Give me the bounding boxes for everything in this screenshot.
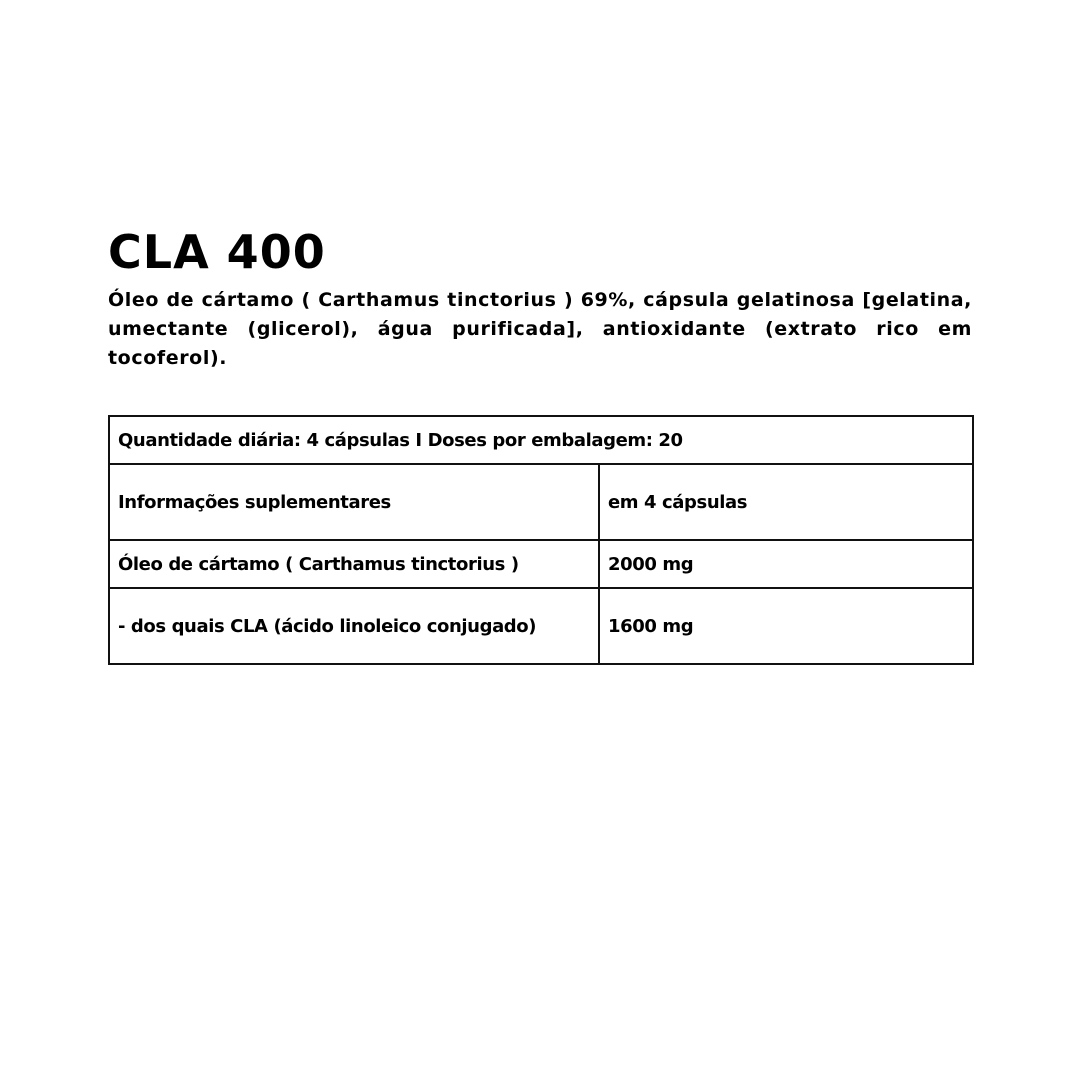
table-row <box>109 464 973 540</box>
nutrient-value: 1600 mg <box>599 588 973 664</box>
table-header-row <box>109 416 973 464</box>
product-info <box>108 224 972 373</box>
nutrient-value: 2000 mg <box>599 540 973 588</box>
product-title: CLA 400 <box>108 225 326 279</box>
nutrition-table <box>108 415 974 665</box>
table-row <box>109 540 973 588</box>
ingredients-text: Óleo de cártamo ( Carthamus tinctorius ) 69%, cápsula gelatinosa [gelatina, umectante (glicerol), água purificada], antioxidante (extrato rico em tocoferol). <box>108 289 972 369</box>
column-header-supplement-info: Informações suplementares <box>109 464 599 540</box>
table-row <box>109 588 973 664</box>
column-header-per-dose: em 4 cápsulas <box>599 464 973 540</box>
nutrient-name: - dos quais CLA (ácido linoleico conjugado) <box>109 588 599 664</box>
daily-dose-cell: Quantidade diária: 4 cápsulas I Doses por embalagem: 20 <box>109 416 973 464</box>
nutrient-name: Óleo de cártamo ( Carthamus tinctorius ) <box>109 540 599 588</box>
